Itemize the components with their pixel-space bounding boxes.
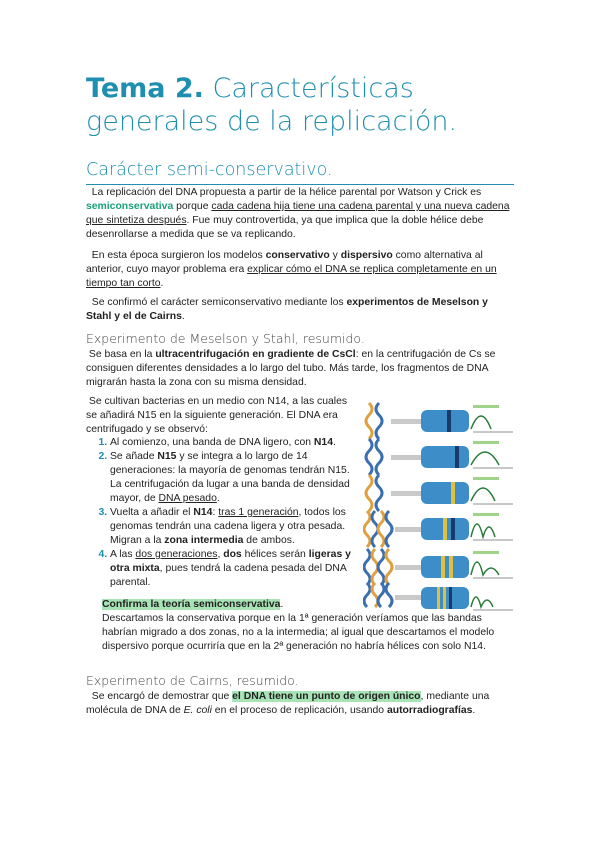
term-semiconservativa: semiconservativa bbox=[86, 201, 174, 212]
paragraph-4: Se basa en la ultracentrifugación en gradiente de CsCl: en la centrifugación de Cs se consiguen diferentes densidades a lo largo del tubo. Más tarde, los fragmentos de DNA migrarán hasta la zona con su misma densidad. bbox=[86, 349, 496, 388]
list-item: 4. A las dos generaciones, dos hélices serán ligeras y otra mixta, pues tendrá la cadena pesada del DNA parental. bbox=[110, 548, 356, 590]
highlight-confirma: Confirma la teoría semiconservativa bbox=[102, 599, 281, 610]
figure-row bbox=[366, 475, 513, 511]
list-item: 2. Se añade N15 y se integra a lo largo de 14 generaciones: la mayoría de genomas tendrán N15. La centrifugación da lugar a una banda de densidad mayor, de DNA pesado. bbox=[110, 450, 356, 506]
figure-row bbox=[366, 403, 513, 439]
meselson-stahl-diagram-icon bbox=[363, 395, 517, 617]
figure-row bbox=[364, 511, 513, 547]
page-title bbox=[86, 72, 516, 138]
section-heading: Carácter semi-conservativo. bbox=[86, 160, 333, 180]
paragraph-2: En esta época surgieron los modelos conservativo y dispersivo como alternativa al anterior, cuyo mayor problema era explicar cómo el DNA se replica completamente en un tiempo tan corto. bbox=[86, 250, 497, 289]
paragraph-3: Se confirmó el carácter semiconservativo mediante los experimentos de Meselson y Stahl y el de Cairns. bbox=[86, 297, 488, 322]
subheading-cairns: Experimento de Cairns, resumido. bbox=[86, 673, 299, 688]
subheading-meselson-stahl: Experimento de Meselson y Stahl, resumido. bbox=[86, 331, 365, 346]
title-bold: Tema 2. bbox=[86, 73, 204, 104]
highlight-origen: el DNA tiene un punto de origen único bbox=[232, 691, 421, 702]
section-divider bbox=[86, 184, 514, 185]
title-rest: Características generales de la replicación. bbox=[86, 73, 458, 137]
experiment-steps-list bbox=[86, 436, 356, 590]
figure-row bbox=[366, 439, 513, 475]
list-item: 1. Al comienzo, una banda de DNA ligero, con N14. bbox=[110, 436, 356, 450]
paragraph-1: La replicación del DNA propuesta a partir de la hélice parental por Watson y Crick es semiconservativa porque cada cadena hija tiene una cadena parental y una nueva cadena que sintetiza después. Fue muy controvertida, ya que implica que la doble hélice debe desenrollarse a medida que se va replicando. bbox=[86, 187, 510, 240]
paragraph-6: Confirma la teoría semiconservativa. Descartamos la conservativa porque en la 1ª generación veríamos que las bandas habrían migrado a dos zonas, no a la intermedia; al igual que descartamos el modelo dispersivo porque ocurriría que en la 2ª generación no habría hélices con solo N14. bbox=[102, 599, 495, 652]
figure-row bbox=[364, 549, 513, 585]
list-item: 3. Vuelta a añadir el N14: tras 1 generación, todos los genomas tendrán una cadena ligera y otra pesada. Migran a la zona intermedia de ambos. bbox=[110, 506, 356, 548]
paragraph-5: Se cultivan bacterias en un medio con N14, a las cuales se añadirá N15 en la siguiente generación. El DNA era centrifugado y se observó: bbox=[86, 396, 348, 435]
figure-row bbox=[364, 583, 513, 611]
paragraph-7: Se encargó de demostrar que el DNA tiene un punto de origen único, mediante una molécula de DNA de E. coli en el proceso de replicación, usando autorradiografías. bbox=[86, 691, 490, 716]
